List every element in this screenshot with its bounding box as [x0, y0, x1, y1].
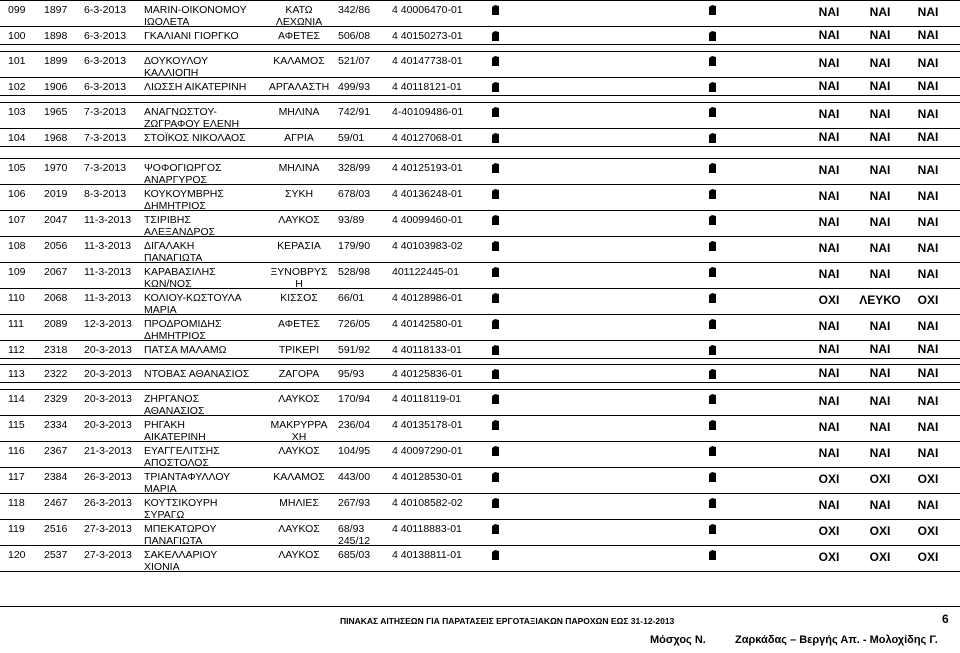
cell-area: 726/05 — [338, 318, 371, 330]
table-block — [0, 0, 960, 45]
answer-y2: ΝΑΙ — [869, 446, 891, 460]
answer-y1: ΝΑΙ — [818, 420, 840, 434]
answer-y2: ΝΑΙ — [869, 267, 891, 281]
bell-mark-icon — [708, 162, 717, 174]
cell-area: 179/90 — [338, 240, 371, 252]
answer-y2: ΝΑΙ — [869, 215, 891, 229]
answer-y3: ΝΑΙ — [917, 342, 939, 356]
table-row — [0, 52, 960, 77]
answer-y3: ΟΧΙ — [917, 550, 939, 564]
cell-dec: 4 40138811-01 — [392, 549, 462, 561]
answer-y1: ΝΑΙ — [818, 130, 840, 144]
footer-divider — [0, 606, 960, 607]
cell-name: ΔΟΥΚΟΥΛΟΥ ΚΑΛΛΙΟΠΗ — [144, 55, 208, 79]
cell-place: ΖΑΓΟΡΑ — [278, 368, 320, 380]
answer-y1: ΟΧΙ — [818, 293, 840, 307]
answer-y1: ΝΑΙ — [818, 446, 840, 460]
cell-dec: 4 40118121-01 — [392, 81, 462, 93]
cell-dec: 4 40147738-01 — [392, 55, 463, 67]
cell-num: 113 — [8, 368, 25, 380]
cell-area: 267/93 — [338, 497, 371, 509]
answer-y1: ΟΧΙ — [818, 472, 840, 486]
table-row — [0, 519, 960, 545]
cell-dec: 4 40118883-01 — [392, 523, 462, 535]
cell-num: 117 — [8, 471, 25, 483]
cell-num: 106 — [8, 188, 26, 200]
answer-y3: ΝΑΙ — [917, 446, 939, 460]
cell-num: 119 — [8, 523, 25, 535]
answer-y3: ΝΑΙ — [917, 5, 939, 19]
answer-y2: ΝΑΙ — [869, 5, 891, 19]
answer-y3: ΝΑΙ — [917, 107, 939, 121]
bell-mark-icon — [708, 81, 717, 93]
answer-y2: ΟΧΙ — [869, 524, 891, 538]
cell-date: 20-3-2013 — [84, 344, 132, 356]
cell-name: ΚΟΥΤΣΙΚΟΥΡΗ ΣΥΡΑΓΩ — [144, 497, 218, 521]
cell-code: 1898 — [44, 30, 68, 42]
cell-num: 120 — [8, 549, 26, 561]
cell-date: 11-3-2013 — [84, 292, 132, 304]
bell-mark-icon — [708, 368, 717, 380]
cell-name: ΣΑΚΕΛΛΑΡΙΟΥ ΧΙΟΝΙΑ — [144, 549, 218, 573]
cell-date: 7-3-2013 — [84, 106, 127, 118]
table-block — [0, 364, 960, 383]
cell-place: ΛΑΥΚΟΣ — [278, 549, 320, 561]
cell-name: ΤΡΙΑΝΤΑΦΥΛΛΟΥ ΜΑΡΙΑ — [144, 471, 231, 495]
answer-y1: ΝΑΙ — [818, 241, 840, 255]
cell-area: 443/00 — [338, 471, 371, 483]
answer-y1: ΝΑΙ — [818, 56, 840, 70]
answer-y2: ΟΧΙ — [869, 472, 891, 486]
cell-date: 6-3-2013 — [84, 4, 127, 16]
answer-y1: ΝΑΙ — [818, 498, 840, 512]
bell-mark-icon — [491, 4, 500, 16]
cell-place: ΑΓΡΙΑ — [284, 132, 314, 144]
cell-place: ΚΕΡΑΣΙΑ — [277, 240, 321, 252]
cell-name: ΠΑΤΣΑ ΜΑΛΑΜΩ — [144, 344, 227, 356]
cell-date: 26-3-2013 — [84, 471, 132, 483]
bell-mark-icon — [708, 318, 717, 330]
answer-y3: ΝΑΙ — [917, 366, 939, 380]
answer-y3: ΝΑΙ — [917, 241, 939, 255]
bell-mark-icon — [491, 240, 500, 252]
cell-dec: 4 40006470-01 — [392, 4, 463, 16]
answer-y1: ΟΧΙ — [818, 550, 840, 564]
answer-y3: ΝΑΙ — [917, 498, 939, 512]
cell-dec: 4 40136248-01 — [392, 188, 463, 200]
table-row — [0, 77, 960, 95]
answer-y2: ΝΑΙ — [869, 342, 891, 356]
bell-mark-icon — [491, 471, 500, 483]
table-row — [0, 262, 960, 288]
cell-date: 7-3-2013 — [84, 162, 127, 174]
cell-area: 742/91 — [338, 106, 371, 118]
cell-num: 111 — [8, 318, 24, 330]
bell-mark-icon — [491, 419, 500, 431]
answer-y1: ΝΑΙ — [818, 5, 840, 19]
cell-code: 2367 — [44, 445, 68, 457]
cell-code: 2384 — [44, 471, 68, 483]
cell-dec: 4 40128530-01 — [392, 471, 463, 483]
bell-mark-icon — [491, 445, 500, 457]
cell-date: 27-3-2013 — [84, 549, 132, 561]
footer-signer-1: Μόσχος Ν. — [650, 634, 706, 646]
cell-place: ΜΗΛΙΝΑ — [278, 106, 320, 118]
bell-mark-icon — [491, 318, 500, 330]
table-block — [0, 102, 960, 147]
bell-mark-icon — [708, 549, 717, 561]
table-row — [0, 545, 960, 571]
footer-signer-2: Ζαρκάδας – Βεργής Απ. - Μολοχίδης Γ. — [735, 634, 938, 646]
answer-y3: ΟΧΙ — [917, 293, 939, 307]
table-row — [0, 314, 960, 340]
answer-y2: ΝΑΙ — [869, 28, 891, 42]
answer-y3: ΝΑΙ — [917, 215, 939, 229]
cell-code: 1968 — [44, 132, 68, 144]
cell-dec: 4 40135178-01 — [392, 419, 463, 431]
cell-dec: 4 40142580-01 — [392, 318, 463, 330]
cell-dec: 4 40118119-01 — [392, 393, 462, 405]
bell-mark-icon — [708, 292, 717, 304]
cell-area: 95/93 — [338, 368, 365, 380]
cell-place: ΑΦΕΤΕΣ — [278, 30, 320, 42]
answer-y3: ΝΑΙ — [917, 394, 939, 408]
cell-date: 6-3-2013 — [84, 81, 127, 93]
cell-place: ΑΦΕΤΕΣ — [278, 318, 320, 330]
cell-name: ΕΥΑΓΓΕΛΙΤΣΗΣ ΑΠΟΣΤΟΛΟΣ — [144, 445, 220, 469]
table-row — [0, 390, 960, 415]
cell-area: 328/99 — [338, 162, 371, 174]
table-row — [0, 103, 960, 128]
answer-y2: ΝΑΙ — [869, 56, 891, 70]
cell-place: ΚΑΛΑΜΟΣ — [273, 471, 325, 483]
cell-area: 499/93 — [338, 81, 371, 93]
bell-mark-icon — [708, 344, 717, 356]
answer-y1: ΟΧΙ — [818, 524, 840, 538]
answer-y2: ΝΑΙ — [869, 107, 891, 121]
table-row — [0, 210, 960, 236]
table-row — [0, 288, 960, 314]
cell-area: 528/98 — [338, 266, 371, 278]
table-row — [0, 415, 960, 441]
bell-mark-icon — [708, 523, 717, 535]
cell-code: 1897 — [44, 4, 68, 16]
answer-y3: ΝΑΙ — [917, 163, 939, 177]
cell-dec: 4 40099460-01 — [392, 214, 463, 226]
answer-y2: ΟΧΙ — [869, 550, 891, 564]
cell-place: ΜΗΛΙΝΑ — [278, 162, 320, 174]
cell-code: 2334 — [44, 419, 68, 431]
bell-mark-icon — [491, 368, 500, 380]
cell-dec: 4 40108582-02 — [392, 497, 463, 509]
cell-num: 110 — [8, 292, 25, 304]
bell-mark-icon — [708, 188, 717, 200]
cell-num: 101 — [8, 55, 26, 67]
answer-y2: ΝΑΙ — [869, 394, 891, 408]
bell-mark-icon — [491, 393, 500, 405]
cell-num: 112 — [8, 344, 25, 356]
cell-name: ΠΡΟΔΡΟΜΙΔΗΣ ΔΗΜΗΤΡΙΟΣ — [144, 318, 222, 342]
cell-num: 099 — [8, 4, 26, 16]
cell-name: MARIN-ΟΙΚΟΝΟΜΟΥ ΙΩΟΛΕΤΑ — [144, 4, 247, 28]
cell-place: ΚΙΣΣΟΣ — [280, 292, 318, 304]
bell-mark-icon — [708, 266, 717, 278]
cell-place: ΛΑΥΚΟΣ — [278, 445, 320, 457]
cell-place: ΛΑΥΚΟΣ — [278, 523, 320, 535]
cell-num: 104 — [8, 132, 26, 144]
bell-mark-icon — [708, 55, 717, 67]
bell-mark-icon — [491, 55, 500, 67]
answer-y1: ΝΑΙ — [818, 267, 840, 281]
answer-y3: ΝΑΙ — [917, 189, 939, 203]
cell-code: 2537 — [44, 549, 68, 561]
answer-y3: ΝΑΙ — [917, 420, 939, 434]
answer-y3: ΝΑΙ — [917, 319, 939, 333]
cell-date: 20-3-2013 — [84, 393, 132, 405]
table-row — [0, 493, 960, 519]
cell-dec: 4 40103983-02 — [392, 240, 463, 252]
cell-name: ΖΗΡΓΑΝΟΣ ΑΘΑΝΑΣΙΟΣ — [144, 393, 205, 417]
cell-num: 109 — [8, 266, 26, 278]
footer-title: ΠΙΝΑΚΑΣ ΑΙΤΗΣΕΩΝ ΓΙΑ ΠΑΡΑΤΑΣΕΙΣ ΕΡΓΟΤΑΞΙΑΚΩΝ ΠΑΡΟΧΩΝ ΕΩΣ 31-12-2013 — [340, 616, 675, 626]
bell-mark-icon — [491, 549, 500, 561]
bell-mark-icon — [708, 106, 717, 118]
bell-mark-icon — [708, 4, 717, 16]
table-row — [0, 26, 960, 44]
cell-place: ΜΑΚΡΥΡΡΑ ΧΗ — [270, 419, 328, 443]
cell-date: 11-3-2013 — [84, 240, 132, 252]
bell-mark-icon — [491, 81, 500, 93]
table-row — [0, 236, 960, 262]
cell-place: ΜΗΛΙΕΣ — [279, 497, 319, 509]
cell-dec: 4 40128986-01 — [392, 292, 463, 304]
cell-name: ΣΤΟΪΚΟΣ ΝΙΚΟΛΑΟΣ — [144, 132, 246, 144]
cell-place: ΛΑΥΚΟΣ — [278, 393, 320, 405]
cell-code: 2068 — [44, 292, 68, 304]
table-row — [0, 340, 960, 358]
cell-date: 20-3-2013 — [84, 368, 132, 380]
cell-area: 68/93 245/12 — [338, 523, 371, 547]
cell-name: ΔΙΓΑΛΑΚΗ ΠΑΝΑΓΙΩΤΑ — [144, 240, 203, 264]
cell-area: 506/08 — [338, 30, 371, 42]
answer-y2: ΝΑΙ — [869, 241, 891, 255]
cell-name: ΡΗΓΑΚΗ ΑΙΚΑΤΕΡΙΝΗ — [144, 419, 206, 443]
bell-mark-icon — [708, 393, 717, 405]
table-row — [0, 128, 960, 146]
cell-code: 2019 — [44, 188, 68, 200]
answer-y2: ΝΑΙ — [869, 163, 891, 177]
answer-y1: ΝΑΙ — [818, 394, 840, 408]
cell-date: 11-3-2013 — [84, 266, 132, 278]
cell-area: 685/03 — [338, 549, 371, 561]
cell-area: 678/03 — [338, 188, 371, 200]
bell-mark-icon — [708, 497, 717, 509]
answer-y3: ΟΧΙ — [917, 524, 939, 538]
cell-place: ΚΑΤΩ ΛΕΧΩΝΙΑ — [275, 4, 323, 28]
cell-num: 108 — [8, 240, 26, 252]
bell-mark-icon — [491, 106, 500, 118]
cell-name: ΝΤΟΒΑΣ ΑΘΑΝΑΣΙΟΣ — [144, 368, 250, 380]
cell-code: 2318 — [44, 344, 68, 356]
answer-y2: ΝΑΙ — [869, 366, 891, 380]
cell-place: ΞΥΝΟΒΡΥΣ Η — [270, 266, 328, 290]
cell-name: ΚΟΛΙΟΥ-ΚΩΣΤΟΥΛΑ ΜΑΡΙΑ — [144, 292, 242, 316]
cell-name: ΚΟΥΚΟΥΜΒΡΗΣ ΔΗΜΗΤΡΙΟΣ — [144, 188, 224, 212]
cell-code: 1899 — [44, 55, 68, 67]
cell-dec: 4 40125193-01 — [392, 162, 463, 174]
cell-num: 115 — [8, 419, 25, 431]
bell-mark-icon — [708, 445, 717, 457]
bell-mark-icon — [708, 30, 717, 42]
cell-code: 2056 — [44, 240, 68, 252]
cell-area: 170/94 — [338, 393, 371, 405]
cell-date: 27-3-2013 — [84, 523, 132, 535]
cell-code: 1906 — [44, 81, 68, 93]
cell-area: 342/86 — [338, 4, 371, 16]
bell-mark-icon — [708, 132, 717, 144]
cell-place: ΛΑΥΚΟΣ — [278, 214, 320, 226]
cell-name: ΚΑΡΑΒΑΣΙΛΗΣ ΚΩΝ/ΝΟΣ — [144, 266, 216, 290]
cell-num: 103 — [8, 106, 26, 118]
bell-mark-icon — [491, 214, 500, 226]
cell-date: 12-3-2013 — [84, 318, 132, 330]
cell-date: 20-3-2013 — [84, 419, 132, 431]
answer-y3: ΝΑΙ — [917, 79, 939, 93]
cell-area: 59/01 — [338, 132, 365, 144]
table-block — [0, 51, 960, 96]
bell-mark-icon — [491, 292, 500, 304]
cell-date: 21-3-2013 — [84, 445, 132, 457]
bell-mark-icon — [491, 497, 500, 509]
bell-mark-icon — [491, 188, 500, 200]
bell-mark-icon — [708, 471, 717, 483]
cell-date: 7-3-2013 — [84, 132, 127, 144]
cell-area: 93/89 — [338, 214, 365, 226]
cell-date: 6-3-2013 — [84, 55, 127, 67]
cell-name: ΛΙΩΣΣΗ ΑΙΚΑΤΕΡΙΝΗ — [144, 81, 247, 93]
cell-area: 236/04 — [338, 419, 371, 431]
answer-y2: ΝΑΙ — [869, 498, 891, 512]
cell-date: 26-3-2013 — [84, 497, 132, 509]
cell-code: 2467 — [44, 497, 68, 509]
cell-num: 114 — [8, 393, 25, 405]
answer-y3: ΝΑΙ — [917, 56, 939, 70]
cell-name: ΨΟΦΟΓΙΩΡΓΟΣ ΑΝΑΡΓΥΡΟΣ — [144, 162, 222, 186]
cell-num: 107 — [8, 214, 26, 226]
answer-y2: ΝΑΙ — [869, 420, 891, 434]
answer-y1: ΝΑΙ — [818, 366, 840, 380]
cell-code: 2067 — [44, 266, 68, 278]
answer-y3: ΝΑΙ — [917, 267, 939, 281]
answer-y1: ΝΑΙ — [818, 189, 840, 203]
bell-mark-icon — [708, 419, 717, 431]
answer-y1: ΝΑΙ — [818, 79, 840, 93]
bell-mark-icon — [708, 240, 717, 252]
answer-y1: ΝΑΙ — [818, 28, 840, 42]
cell-code: 2516 — [44, 523, 68, 535]
cell-num: 102 — [8, 81, 26, 93]
cell-date: 8-3-2013 — [84, 188, 127, 200]
answer-y3: ΝΑΙ — [917, 130, 939, 144]
bell-mark-icon — [708, 214, 717, 226]
cell-dec: 4-40109486-01 — [392, 106, 464, 118]
cell-dec: 4 40127068-01 — [392, 132, 463, 144]
bell-mark-icon — [491, 30, 500, 42]
table-row — [0, 184, 960, 210]
cell-date: 6-3-2013 — [84, 30, 127, 42]
table-row — [0, 1, 960, 26]
answer-y2: ΝΑΙ — [869, 189, 891, 203]
cell-name: ΓΚΑΛΙΑΝΙ ΓΙΟΡΓΚΟ — [144, 30, 239, 42]
table-row — [0, 365, 960, 382]
cell-code: 2322 — [44, 368, 68, 380]
answer-y1: ΝΑΙ — [818, 107, 840, 121]
cell-num: 116 — [8, 445, 25, 457]
answer-y1: ΝΑΙ — [818, 319, 840, 333]
cell-place: ΚΑΛΑΜΟΣ — [273, 55, 325, 67]
bell-mark-icon — [491, 132, 500, 144]
cell-code: 1970 — [44, 162, 68, 174]
answer-y3: ΟΧΙ — [917, 472, 939, 486]
table-block — [0, 389, 960, 572]
cell-dec: 4 40125836-01 — [392, 368, 463, 380]
page-number: 6 — [942, 612, 949, 626]
answer-y2: ΝΑΙ — [869, 79, 891, 93]
table-block — [0, 158, 960, 359]
table-row — [0, 159, 960, 184]
cell-place: ΤΡΙΚΕΡΙ — [278, 344, 320, 356]
cell-name: ΜΠΕΚΑΤΩΡΟΥ ΠΑΝΑΓΙΩΤΑ — [144, 523, 217, 547]
cell-dec: 401122445-01 — [392, 266, 459, 278]
answer-y1: ΝΑΙ — [818, 163, 840, 177]
cell-dec: 4 40097290-01 — [392, 445, 463, 457]
answer-y1: ΝΑΙ — [818, 215, 840, 229]
cell-code: 2089 — [44, 318, 68, 330]
answer-y2: ΛΕΥΚΟ — [859, 293, 901, 307]
cell-area: 521/07 — [338, 55, 371, 67]
table-row — [0, 467, 960, 493]
cell-dec: 4 40118133-01 — [392, 344, 462, 356]
bell-mark-icon — [491, 344, 500, 356]
cell-code: 2047 — [44, 214, 68, 226]
bell-mark-icon — [491, 266, 500, 278]
answer-y3: ΝΑΙ — [917, 28, 939, 42]
cell-area: 66/01 — [338, 292, 365, 304]
answer-y2: ΝΑΙ — [869, 130, 891, 144]
answer-y1: ΝΑΙ — [818, 342, 840, 356]
cell-date: 11-3-2013 — [84, 214, 132, 226]
cell-name: ΤΣΙΡΙΒΗΣ ΑΛΕΞΑΝΔΡΟΣ — [144, 214, 216, 238]
cell-code: 1965 — [44, 106, 68, 118]
table-row — [0, 441, 960, 467]
cell-dec: 4 40150273-01 — [392, 30, 463, 42]
bell-mark-icon — [491, 523, 500, 535]
cell-place: ΣΥΚΗ — [284, 188, 314, 200]
cell-num: 105 — [8, 162, 26, 174]
bell-mark-icon — [491, 162, 500, 174]
cell-area: 104/95 — [338, 445, 371, 457]
cell-num: 118 — [8, 497, 25, 509]
cell-area: 591/92 — [338, 344, 371, 356]
answer-y2: ΝΑΙ — [869, 319, 891, 333]
cell-code: 2329 — [44, 393, 68, 405]
cell-place: ΑΡΓΑΛΑΣΤΗ — [268, 81, 330, 93]
cell-name: ΑΝΑΓΝΩΣΤΟΥ- ΖΩΓΡΑΦΟΥ ΕΛΕΝΗ — [144, 106, 240, 130]
cell-num: 100 — [8, 30, 26, 42]
